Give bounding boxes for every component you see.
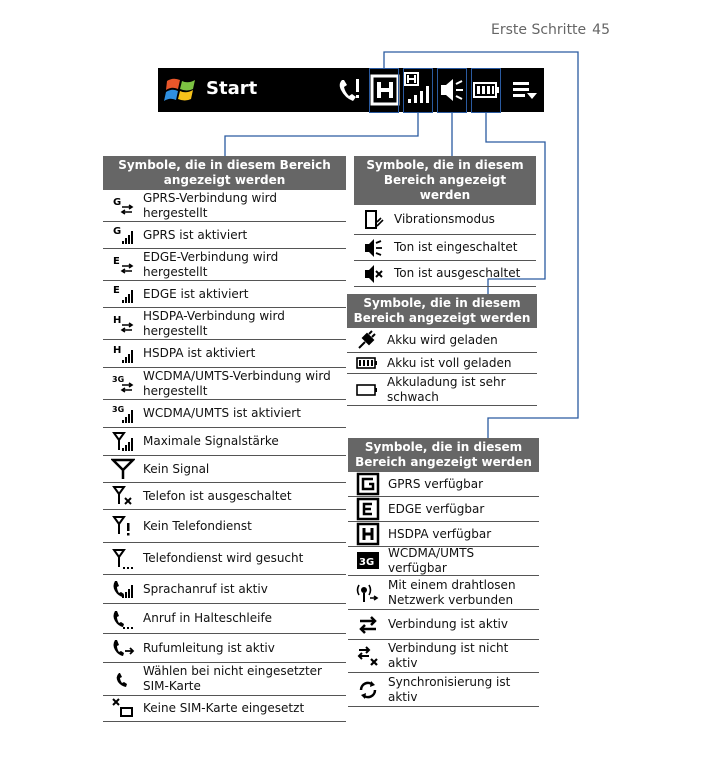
table-heading: Symbole, die in diesem Bereich angezeigt werden <box>103 156 346 190</box>
table-row <box>348 547 539 576</box>
row-label: GPRS verfügbar <box>388 476 484 491</box>
max-signal-icon <box>103 430 143 454</box>
row-label: Anruf in Halteschleife <box>143 611 273 625</box>
vibrate-icon <box>354 208 394 232</box>
row-label: Verbindung ist nicht aktiv <box>388 641 509 670</box>
battery-low-icon <box>347 378 387 402</box>
sound-on-icon <box>354 236 394 260</box>
table-row <box>348 673 539 707</box>
row-label: GPRS-Verbindung wird hergestellt <box>143 190 278 220</box>
row-label: Akkuladung ist sehr schwach <box>387 374 506 404</box>
edge-active-icon <box>103 282 143 306</box>
no-signal-icon <box>103 457 143 481</box>
hsdpa-active-icon <box>103 342 143 366</box>
sound-off-icon <box>354 262 394 286</box>
gprs-available-icon <box>348 472 388 496</box>
table-data-icons <box>103 156 346 722</box>
svg-text:G: G <box>113 226 122 237</box>
table-row <box>347 374 537 406</box>
table-row <box>103 604 346 634</box>
row-label: Synchronisierung ist aktiv <box>388 674 511 704</box>
row-label: Rufumleitung ist aktiv <box>143 640 275 655</box>
section-title: Erste Schritte <box>491 22 587 38</box>
svg-text:H: H <box>113 344 122 356</box>
phone-off-icon <box>103 484 143 508</box>
table-row <box>103 368 346 400</box>
row-label: Maximale Signalstärke <box>143 434 279 448</box>
table-heading: Symbole, die in diesem Bereich angezeigt werden <box>347 294 537 328</box>
row-label: HSDPA-Verbindung wird hergestellt <box>143 308 285 338</box>
table-row <box>354 205 536 235</box>
table-row <box>354 235 536 261</box>
hsdpa-connecting-icon <box>103 312 143 336</box>
connection-inactive-icon <box>348 644 388 668</box>
table-row <box>354 261 536 287</box>
row-label: Ton ist ausgeschaltet <box>394 266 521 280</box>
row-label: Verbindung ist aktiv <box>388 617 508 631</box>
table-heading: Symbole, die in diesem Bereich angezeigt werden <box>354 156 536 205</box>
edge-connecting-icon <box>103 253 143 277</box>
wcdma-connecting-icon <box>103 372 143 396</box>
table-battery-icons <box>347 294 537 406</box>
row-label: WCDMA/UMTS verfügbar <box>388 546 475 575</box>
table-row <box>347 353 537 374</box>
table-row <box>348 472 539 497</box>
start-button[interactable]: Start <box>206 78 258 99</box>
row-label: EDGE ist aktiviert <box>143 286 249 301</box>
row-label: Kein Telefondienst <box>143 518 252 533</box>
table-row <box>103 308 346 340</box>
svg-text:3G: 3G <box>359 557 375 568</box>
gprs-connecting-icon <box>103 194 143 218</box>
row-label: WCDMA/UMTS-Verbindung wird hergestellt <box>143 368 331 398</box>
row-label: Kein Signal <box>143 461 210 476</box>
call-on-hold-icon <box>103 607 143 631</box>
table-row <box>103 456 346 483</box>
voice-call-active-icon <box>103 577 143 601</box>
svg-text:G: G <box>113 196 122 208</box>
table-heading: Symbole, die in diesem Bereich angezeigt werden <box>348 438 539 472</box>
table-row <box>103 281 346 308</box>
svg-text:H: H <box>113 314 122 326</box>
sync-active-icon <box>348 678 388 702</box>
table-row <box>103 696 346 722</box>
table-row <box>103 340 346 368</box>
edge-available-icon <box>348 497 388 521</box>
row-label: HSDPA ist aktiviert <box>143 346 256 360</box>
svg-text:E: E <box>113 285 120 296</box>
table-row <box>103 428 346 456</box>
table-row <box>347 328 537 353</box>
wcdma-active-icon <box>103 402 143 426</box>
table-row <box>103 634 346 663</box>
row-label: Telefon ist ausgeschaltet <box>143 488 292 503</box>
no-sim-icon <box>103 697 143 721</box>
gprs-active-icon <box>103 223 143 247</box>
page-number: 45 <box>592 22 610 38</box>
table-row <box>103 663 346 696</box>
table-row <box>348 576 539 610</box>
table-row <box>103 400 346 428</box>
row-label: GPRS ist aktiviert <box>143 227 248 242</box>
row-label: Akku wird geladen <box>387 332 498 347</box>
table-row <box>103 190 346 222</box>
wcdma-available-icon <box>348 549 388 573</box>
table-network-icons <box>348 438 539 707</box>
no-phone-service-icon <box>103 514 143 538</box>
row-label: WCDMA/UMTS ist aktiviert <box>143 406 301 420</box>
battery-full-icon <box>347 351 387 375</box>
svg-text:E: E <box>113 255 120 267</box>
row-label: Telefondienst wird gesucht <box>143 551 304 565</box>
svg-text:3G: 3G <box>112 374 125 384</box>
connection-active-icon <box>348 613 388 637</box>
table-row <box>103 510 346 543</box>
table-row <box>103 575 346 604</box>
table-row <box>348 522 539 547</box>
table-row <box>348 497 539 522</box>
table-row <box>103 222 346 249</box>
table-row <box>103 249 346 281</box>
table-row <box>348 610 539 640</box>
row-label: Ton ist eingeschaltet <box>394 240 518 254</box>
searching-service-icon <box>103 547 143 571</box>
table-sound-icons <box>354 156 536 287</box>
row-label: Sprachanruf ist aktiv <box>143 581 268 596</box>
hsdpa-available-icon <box>348 522 388 546</box>
row-label: EDGE verfügbar <box>388 501 485 516</box>
dialing-no-sim-icon <box>103 667 143 691</box>
table-row <box>103 543 346 575</box>
call-forwarding-icon <box>103 636 143 660</box>
table-row <box>103 483 346 510</box>
row-label: Akku ist voll geladen <box>387 355 512 370</box>
row-label: Mit einem drahtlosen Netzwerk verbunden <box>388 577 516 607</box>
row-label: HSDPA verfügbar <box>388 526 492 541</box>
row-label: EDGE-Verbindung wird hergestellt <box>143 249 279 279</box>
row-label: Vibrationsmodus <box>394 212 495 226</box>
row-label: Keine SIM-Karte eingesetzt <box>143 701 305 715</box>
wireless-network-icon <box>348 581 388 605</box>
table-row <box>348 640 539 673</box>
svg-text:3G: 3G <box>112 404 125 414</box>
battery-charging-icon <box>347 328 387 352</box>
row-label: Wählen bei nicht eingesetzter SIM-Karte <box>143 664 322 693</box>
